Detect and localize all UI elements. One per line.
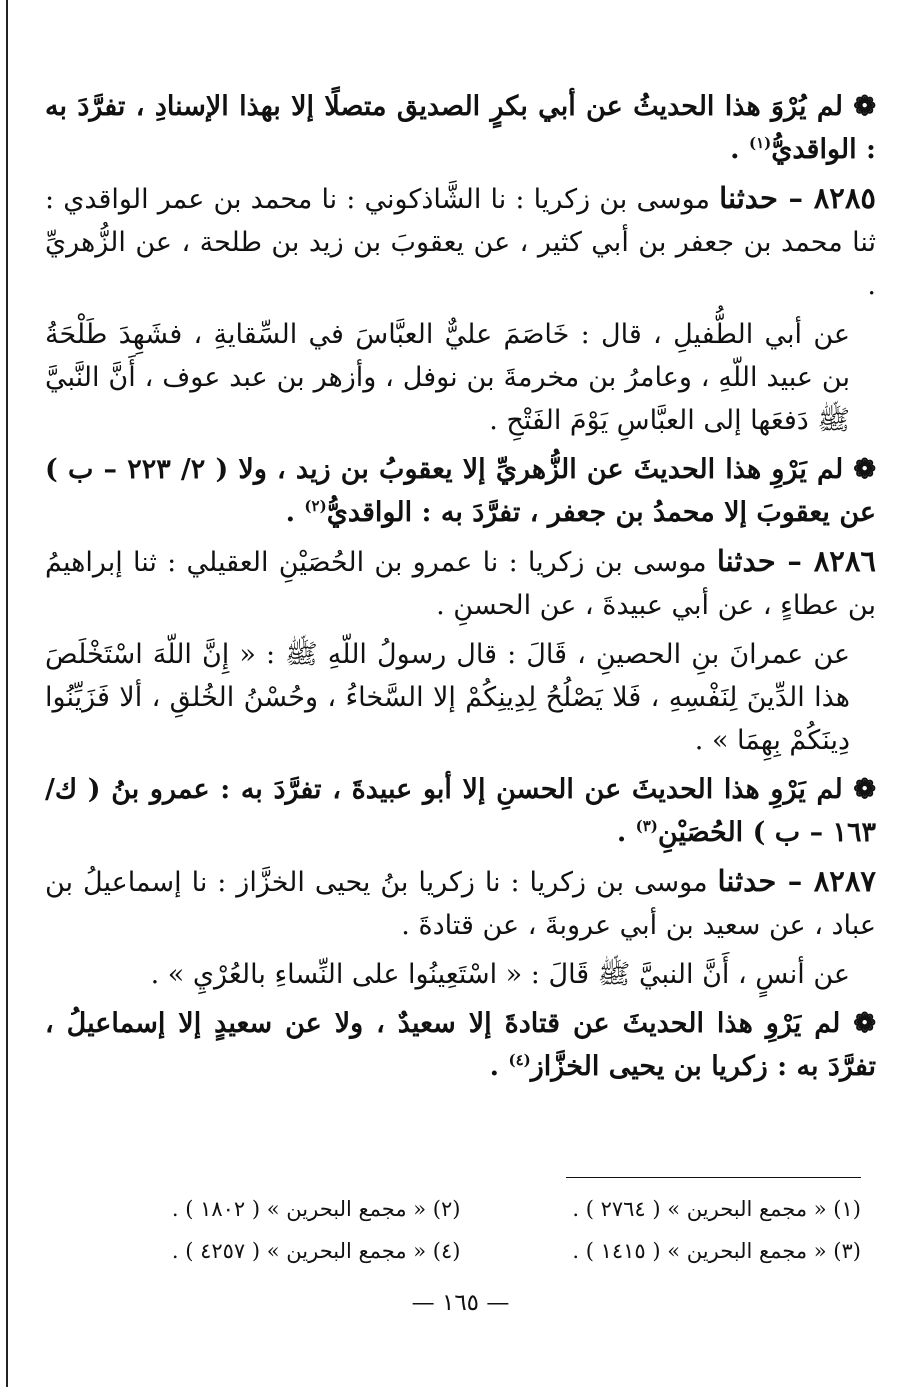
hadith-8285-text: عن أبي الطُّفيلِ ، قال : خَاصَمَ عليٌّ العبَّاسَ في السِّقايةِ ، فشَهِدَ طَلْحَةُ بن عبيد اللّهِ ، وعامرُ بن مخرمةَ بن نوفل ، وأزهر بن عبد عوف ، أَنَّ النَّبيَّ ﷺ دَفعَها إلى العبَّاسِ يَوْمَ الفَتْحِ . (45, 319, 850, 436)
hadith-8287-text: عن أنسٍ ، أَنَّ النبيَّ ﷺ قَالَ : « اسْتَعِينُوا على النِّساءِ بالعُرْيِ » . (150, 959, 850, 990)
commentary-paragraph-3: ❁ لم يَرْوِ هذا الحديثَ عن الحسنِ إلا أبو عبيدةَ ، تفرَّدَ به : عمرو بنُ ( ك/١٦٣ – ب ) الحُصَيْنِ$^{(٣)}$ . (45, 774, 876, 848)
footnote-1: (١) « مجمع البحرين » ( ٢٧٦٤ ) . (572, 1197, 861, 1221)
footnote-2: (٢) « مجمع البحرين » ( ١٨٠٢ ) . (171, 1197, 461, 1221)
hadith-8285-chain: ٨٢٨٥ – حدثنا موسى بن زكريا : نا الشَّاذكوني : نا محمد بن عمر الواقدي : ثنا محمد بن جعفر بن أبي كثير ، عن يعقوبَ بن زيد بن طلحة ، عن الزُّهريِّ . (45, 181, 876, 301)
footnote-4: (٤) « مجمع البحرين » ( ٤٢٥٧ ) . (171, 1239, 461, 1263)
page-number: — ١٦٥ — (411, 1290, 510, 1316)
footnotes (60, 1188, 861, 1272)
page-body (45, 85, 876, 1094)
hadith-number-8286: ٨٢٨٦ – حدثنا (716, 544, 877, 578)
hadith-8286-text: عن عمرانَ بنِ الحصينِ ، قَالَ : قال رسولُ اللّهِ ﷺ : « إِنَّ اللّهَ اسْتَخْلَصَ هذا الدِّينَ لِنَفْسِهِ ، فَلا يَصْلُحُ لِدِينِكُمْ إلا السَّخاءُ ، وحُسْنُ الخُلقِ ، ألا فَزَيِّنُوا دِينَكُمْ بِهِمَا » . (45, 639, 850, 756)
hadith-8286-chain: ٨٢٨٦ – حدثنا موسى بن زكريا : نا عمرو بن الحُصَيْنِ العقيلي : ثنا إبراهيمُ بن عطاءٍ ، عن أبي عبيدةَ ، عن الحسنِ . (45, 544, 877, 621)
hadith-8287-chain: ٨٢٨٧ – حدثنا موسى بن زكريا : نا زكريا بنُ يحيى الخزَّاز : نا إسماعيلُ بن عباد ، عن سعيد بن أبي عروبةَ ، عن قتادةَ . (45, 864, 876, 941)
footnote-3: (٣) « مجمع البحرين » ( ١٤١٥ ) . (572, 1239, 861, 1263)
page-binding-edge (6, 0, 8, 1387)
commentary-paragraph-1: ❁ لم يُرْوَ هذا الحديثُ عن أبي بكرٍ الصديق متصلًا إلا بهذا الإسنادِ ، تفرَّدَ به : الواقديُّ$^{(١)}$ . (45, 91, 876, 165)
hadith-number-8285: ٨٢٨٥ – حدثنا (719, 181, 876, 215)
footnote-separator (566, 1177, 861, 1178)
commentary-paragraph-4: ❁ لم يَرْوِ هذا الحديثَ عن قتادةَ إلا سعيدٌ ، ولا عن سعيدٍ إلا إسماعيلُ ، تفرَّدَ به : زكريا بن يحيى الخزَّاز$^{(٤)}$ . (45, 1008, 876, 1082)
commentary-paragraph-2: ❁ لم يَرْوِ هذا الحديثَ عن الزُّهريِّ إلا يعقوبُ بن زيد ، ولا ( ٢/ ٢٢٣ – ب ) عن يعقوبَ إلا محمدُ بن جعفر ، تفرَّدَ به : الواقديُّ$^{(٢)}$ . (45, 454, 876, 528)
hadith-number-8287: ٨٢٨٧ – حدثنا (717, 864, 876, 898)
